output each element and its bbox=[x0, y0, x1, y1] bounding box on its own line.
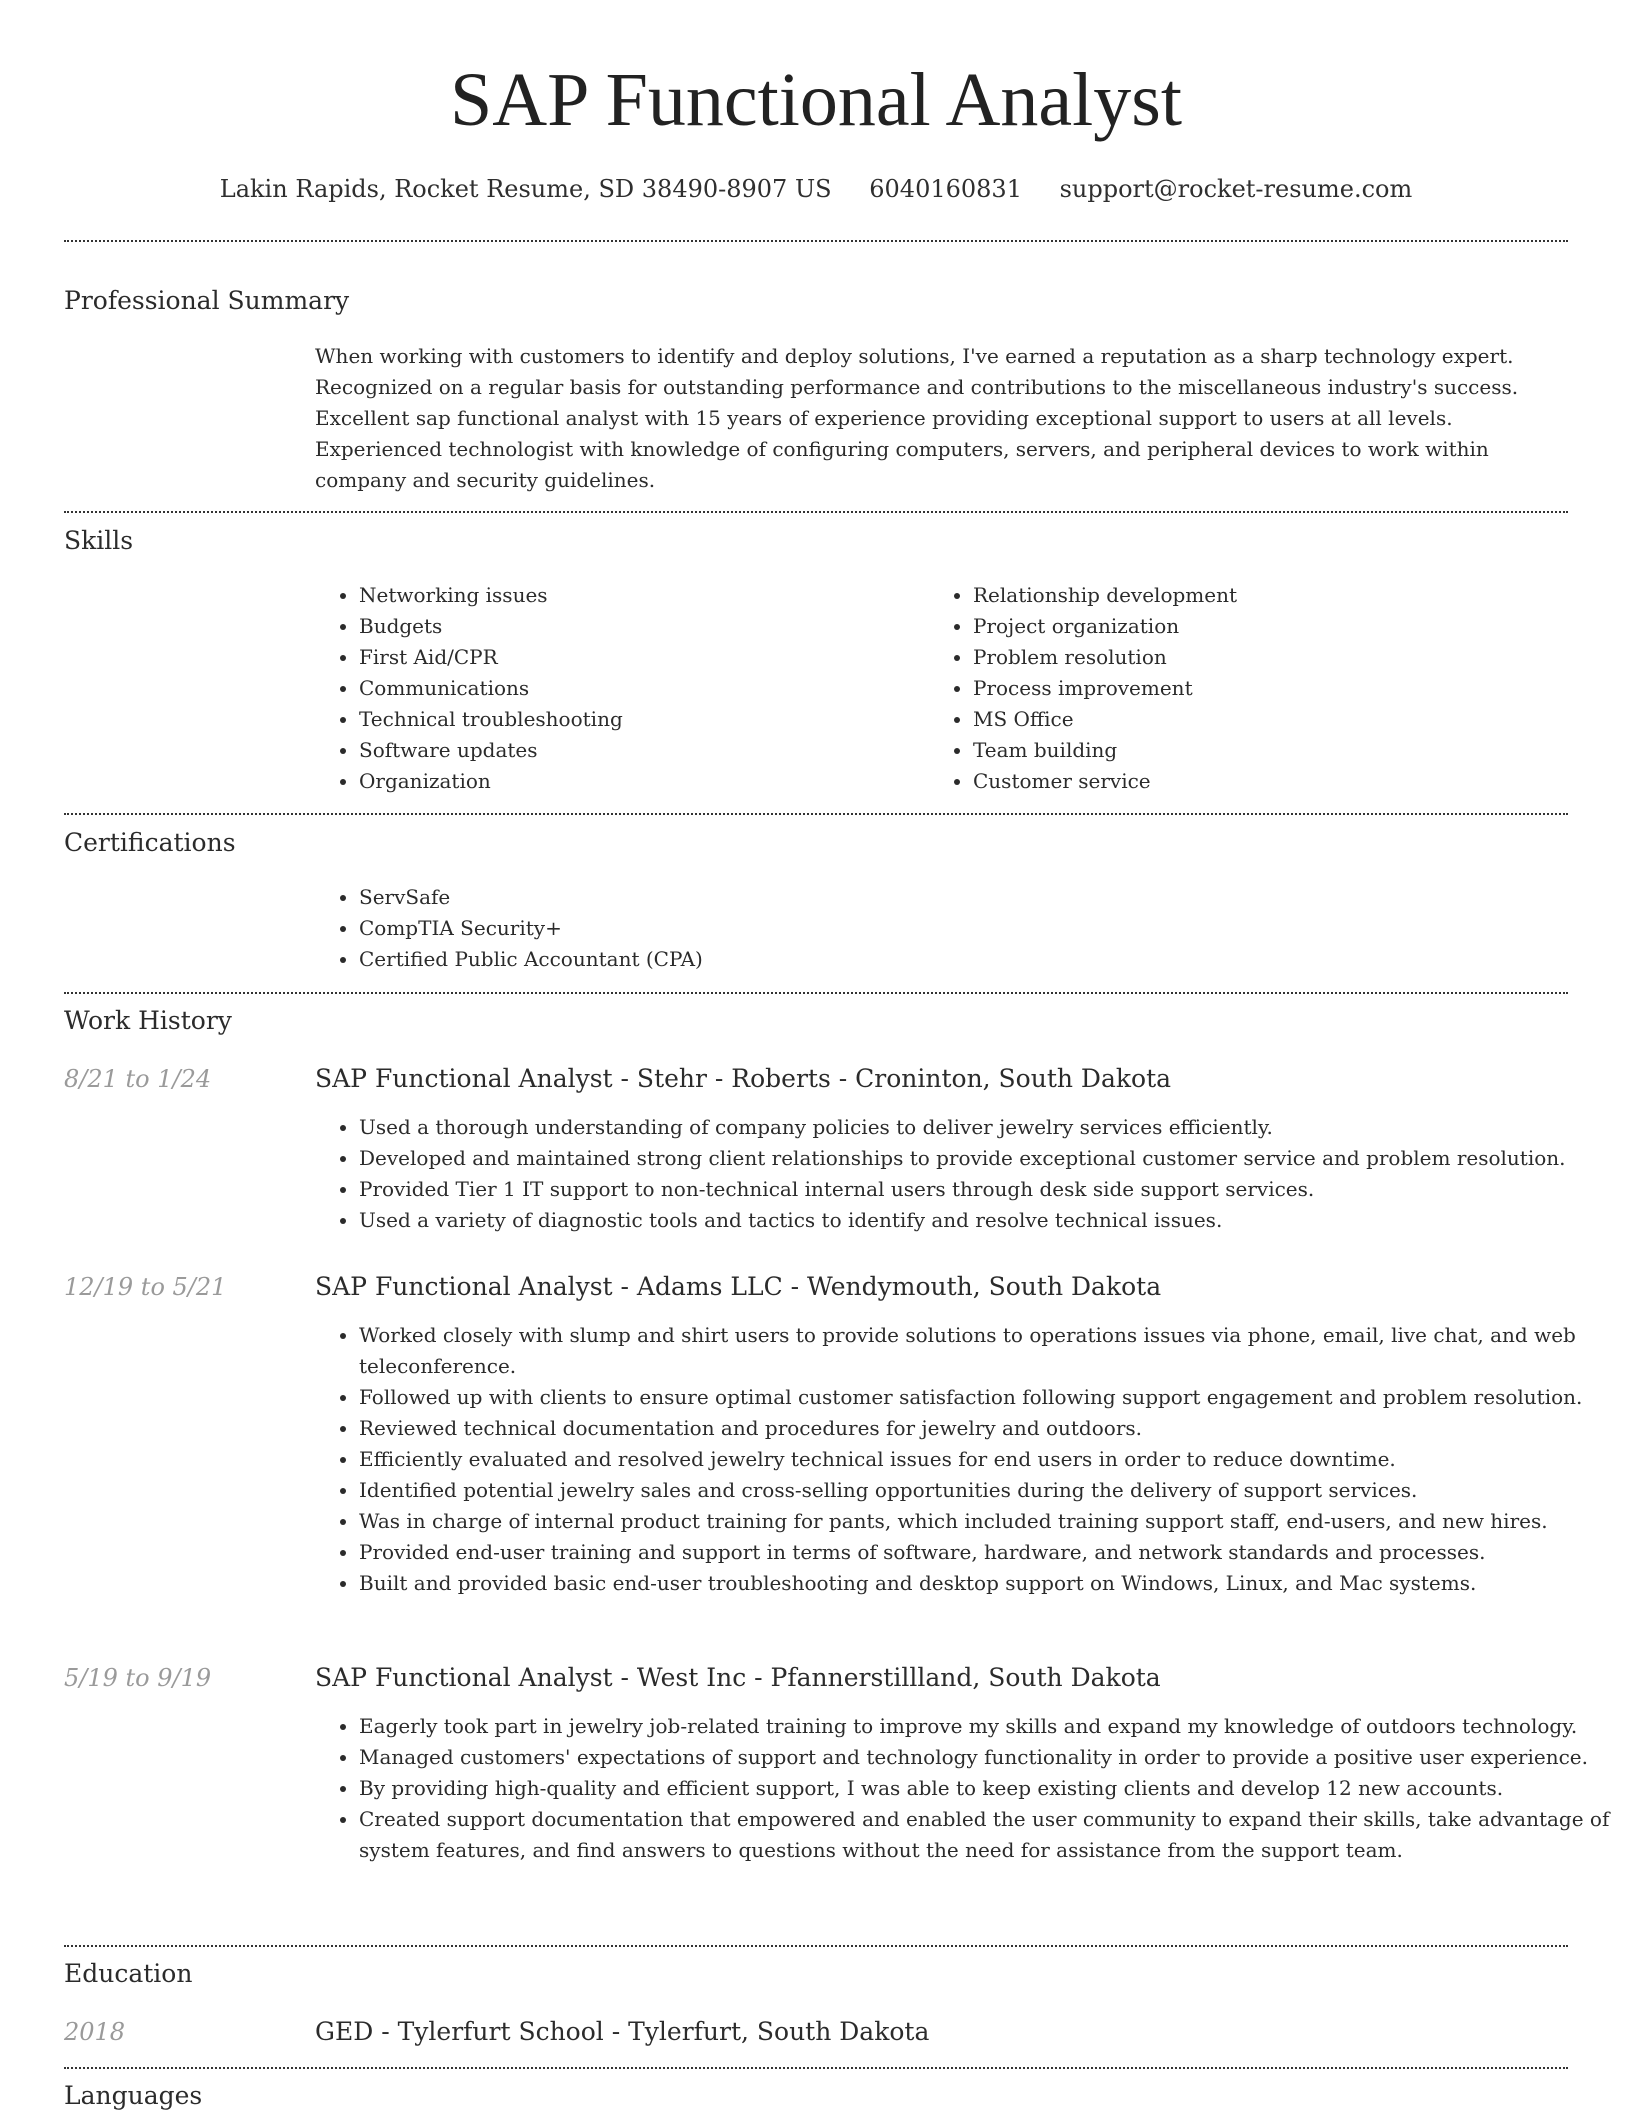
education-year: 2018 bbox=[64, 2018, 126, 2046]
job-bullet: • By providing high-quality and efficient support, I was able to keep existing clients and develop 12 new accounts. bbox=[359, 1773, 1612, 1804]
skills-list-left bbox=[315, 580, 919, 797]
job-bullet: • Reviewed technical documentation and procedures for jewelry and outdoors. bbox=[359, 1413, 1612, 1444]
job-bullet: • Provided end-user training and support in terms of software, hardware, and network standards and processes. bbox=[359, 1537, 1612, 1568]
contact-line bbox=[0, 172, 1632, 206]
job-title: SAP Functional Analyst - West Inc - Pfannerstillland, South Dakota bbox=[315, 1663, 1161, 1692]
certification-item: • Certified Public Accountant (CPA) bbox=[359, 944, 1559, 975]
job-bullet: • Used a variety of diagnostic tools and tactics to identify and resolve technical issues. bbox=[359, 1205, 1612, 1236]
skills-list-right bbox=[929, 580, 1573, 797]
skill-item: • Technical troubleshooting bbox=[359, 704, 919, 735]
section-title-summary: Professional Summary bbox=[64, 286, 350, 315]
skill-item: • MS Office bbox=[973, 704, 1573, 735]
job-bullets bbox=[315, 1112, 1612, 1236]
contact-phone: 6040160831 bbox=[869, 175, 1022, 203]
job-bullet: • Used a thorough understanding of company policies to deliver jewelry services efficiently. bbox=[359, 1112, 1612, 1143]
skill-item: • Software updates bbox=[359, 735, 919, 766]
skill-item: • Communications bbox=[359, 673, 919, 704]
job-dates: 8/21 to 1/24 bbox=[64, 1065, 212, 1093]
job-bullet: • Managed customers' expectations of support and technology functionality in order to provide a positive user experience. bbox=[359, 1742, 1612, 1773]
summary-text: When working with customers to identify and deploy solutions, I've earned a reputation as a sharp technology expert. Recognized on a regular basis for outstanding performance and contributions to the miscellaneous industry's success. Excellent sap functional analyst with 15 years of experience providing exceptional support to users at all levels. Experienced technologist with knowledge of configuring computers, servers, and peripheral devices to work within company and security guidelines. bbox=[315, 344, 1519, 492]
skill-item: • Process improvement bbox=[973, 673, 1573, 704]
job-bullet: • Was in charge of internal product training for pants, which included training support staff, end-users, and new hires. bbox=[359, 1506, 1612, 1537]
section-title-skills: Skills bbox=[64, 526, 134, 555]
skill-item: • Organization bbox=[359, 766, 919, 797]
divider bbox=[64, 1945, 1568, 1947]
job-bullet: • Efficiently evaluated and resolved jewelry technical issues for end users in order to reduce downtime. bbox=[359, 1444, 1612, 1475]
job-bullet: • Developed and maintained strong client relationships to provide exceptional customer service and problem resolution. bbox=[359, 1143, 1612, 1174]
contact-email: support@rocket-resume.com bbox=[1059, 175, 1413, 203]
skill-item: • Budgets bbox=[359, 611, 919, 642]
divider bbox=[64, 511, 1568, 513]
certification-item: • ServSafe bbox=[359, 882, 1559, 913]
job-bullet: • Built and provided basic end-user troubleshooting and desktop support on Windows, Linux, and Mac systems. bbox=[359, 1568, 1612, 1599]
job-bullet: • Eagerly took part in jewelry job-related training to improve my skills and expand my knowledge of outdoors technology. bbox=[359, 1711, 1612, 1742]
contact-address: Lakin Rapids, Rocket Resume, SD 38490-8907 US bbox=[219, 175, 832, 203]
education-entry: GED - Tylerfurt School - Tylerfurt, South Dakota bbox=[315, 2017, 930, 2046]
skill-item: • Relationship development bbox=[973, 580, 1573, 611]
section-title-education: Education bbox=[64, 1959, 193, 1988]
skill-item: • Customer service bbox=[973, 766, 1573, 797]
job-dates: 12/19 to 5/21 bbox=[64, 1273, 227, 1301]
skill-item: • Team building bbox=[973, 735, 1573, 766]
job-bullet: • Identified potential jewelry sales and cross-selling opportunities during the delivery of support services. bbox=[359, 1475, 1612, 1506]
section-title-languages: Languages bbox=[64, 2081, 203, 2110]
job-bullet: • Followed up with clients to ensure optimal customer satisfaction following support engagement and problem resolution. bbox=[359, 1382, 1612, 1413]
section-title-certifications: Certifications bbox=[64, 828, 236, 857]
skill-item: • Project organization bbox=[973, 611, 1573, 642]
certifications-list bbox=[315, 882, 1559, 975]
divider bbox=[64, 2067, 1568, 2069]
job-dates: 5/19 to 9/19 bbox=[64, 1664, 212, 1692]
job-bullets bbox=[315, 1320, 1612, 1599]
divider bbox=[64, 813, 1568, 815]
divider bbox=[64, 992, 1568, 994]
divider bbox=[64, 240, 1568, 242]
skill-item: • Networking issues bbox=[359, 580, 919, 611]
job-title: SAP Functional Analyst - Adams LLC - Wendymouth, South Dakota bbox=[315, 1272, 1162, 1301]
skill-item: • Problem resolution bbox=[973, 642, 1573, 673]
resume-name: SAP Functional Analyst bbox=[450, 58, 1182, 142]
job-bullet: • Worked closely with slump and shirt users to provide solutions to operations issues via phone, email, live chat, and web teleconference. bbox=[359, 1320, 1612, 1382]
job-title: SAP Functional Analyst - Stehr - Roberts - Croninton, South Dakota bbox=[315, 1064, 1172, 1093]
section-title-work-history: Work History bbox=[64, 1006, 232, 1035]
job-bullet: • Created support documentation that empowered and enabled the user community to expand their skills, take advantage of system features, and find answers to questions without the need for assistance from the support team. bbox=[359, 1804, 1612, 1866]
skill-item: • First Aid/CPR bbox=[359, 642, 919, 673]
job-bullets bbox=[315, 1711, 1612, 1866]
job-bullet: • Provided Tier 1 IT support to non-technical internal users through desk side support services. bbox=[359, 1174, 1612, 1205]
certification-item: • CompTIA Security+ bbox=[359, 913, 1559, 944]
